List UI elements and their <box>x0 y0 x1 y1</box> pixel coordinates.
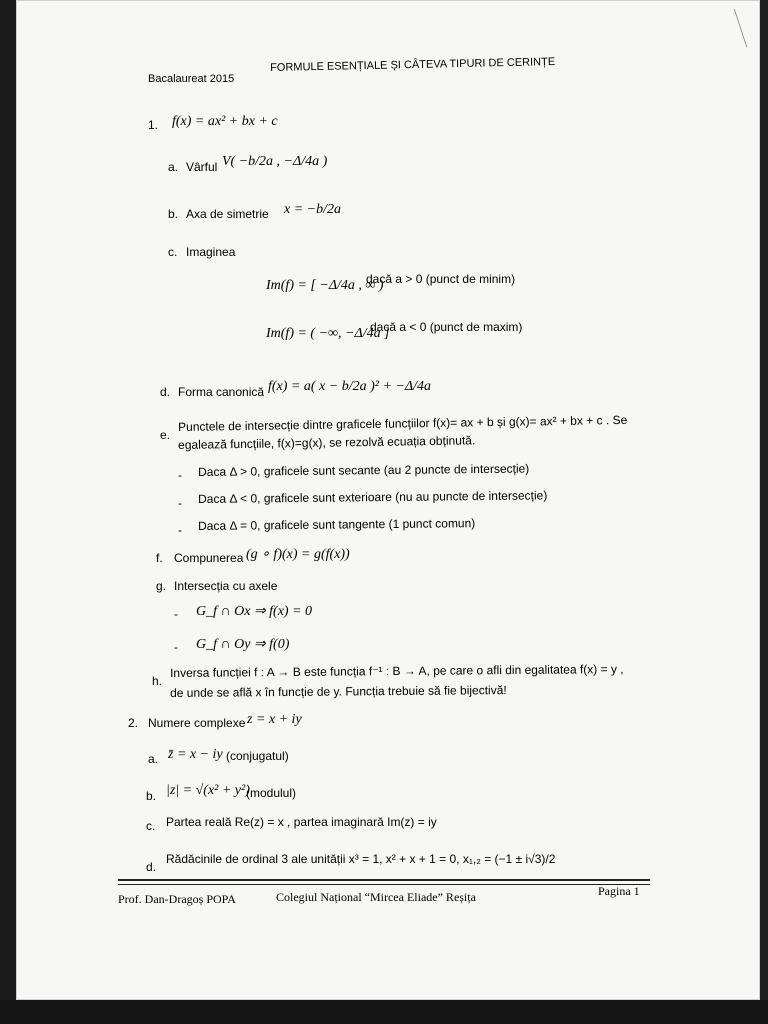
item-d-formula: f(x) = a( x − b/2a )² + −Δ/4a <box>268 379 431 394</box>
item-c-image-max: Im(f) = ( −∞, −Δ/4a ] <box>266 326 390 341</box>
scan-border-right <box>760 0 768 1024</box>
item-e-letter: e. <box>160 428 171 442</box>
item-2d-letter: d. <box>146 860 157 874</box>
item-a-letter: a. <box>168 160 179 174</box>
footer-rule-thin <box>118 884 650 885</box>
item-e-tangent: Daca Δ = 0, graficele sunt tangente (1 punct comun) <box>198 516 476 533</box>
bullet-dash: - <box>178 496 182 510</box>
item-h-line1: Inversa funcției f : A → B este funcția f⁻¹ : B → A, pe care o afli din egalitatea f(x) = y , <box>170 662 624 680</box>
item-h-line2: de unde se află x în funcție de y. Funcția trebuie să fie bijectivă! <box>170 683 507 700</box>
item-f-letter: f. <box>156 551 163 565</box>
item-2c-letter: c. <box>146 819 156 833</box>
item-a-formula: V( −b/2a , −Δ/4a ) <box>222 154 328 169</box>
item-2-number: 2. <box>128 716 139 730</box>
item-f-formula: (g ∘ f)(x) = g(f(x)) <box>246 547 350 562</box>
item-1-formula: f(x) = ax² + bx + c <box>172 114 278 129</box>
item-1-number: 1. <box>148 118 159 132</box>
item-g-letter: g. <box>156 579 167 593</box>
item-2b-letter: b. <box>146 789 157 803</box>
scan-border-bottom <box>0 1000 768 1024</box>
item-2a-note: (conjugatul) <box>226 749 289 763</box>
item-b-formula: x = −b/2a <box>284 202 341 217</box>
item-d-letter: d. <box>160 385 171 399</box>
bullet-dash: - <box>174 640 178 654</box>
bullet-dash: - <box>178 523 182 537</box>
header-left: Bacalaureat 2015 <box>148 73 235 85</box>
footer-school: Colegiul Național “Mircea Eliade” Reșița <box>276 890 476 904</box>
item-c-image-min: Im(f) = [ −Δ/4a , ∞ ) <box>266 278 384 293</box>
item-2d-text: Rădăcinile de ordinal 3 ale unității x³ = 1, x² + x + 1 = 0, x₁,₂ = (−1 ± i√3)/2 <box>166 852 556 866</box>
item-g-label: Intersecția cu axele <box>174 579 278 593</box>
item-2-label: Numere complexe <box>148 716 246 730</box>
bullet-dash: - <box>174 607 178 621</box>
item-2a-formula: z̄ = x − iy <box>168 747 223 762</box>
item-2-formula: z = x + iy <box>247 712 302 727</box>
item-e-line1: Punctele de intersecție dintre graficele funcțiilor f(x)= ax + b și g(x)= ax² + bx + c . Se <box>178 412 628 434</box>
item-g-ox: G_f ∩ Ox ⇒ f(x) = 0 <box>196 604 313 619</box>
item-c-note-min: dacă a > 0 (punct de minim) <box>366 272 516 286</box>
item-b-label: Axa de simetrie <box>186 207 269 221</box>
item-h-letter: h. <box>152 674 163 688</box>
item-c-note-max: dacă a < 0 (punct de maxim) <box>370 320 523 334</box>
item-e-exterior: Daca Δ < 0, graficele sunt exterioare (nu au puncte de intersecție) <box>198 488 548 506</box>
item-f-label: Compunerea <box>174 551 244 565</box>
item-c-label: Imaginea <box>186 245 236 259</box>
item-e-secant: Daca Δ > 0, graficele sunt secante (au 2 puncte de intersecție) <box>198 461 530 479</box>
item-2a-letter: a. <box>148 752 159 766</box>
header-title: FORMULE ESENȚIALE ȘI CÂTEVA TIPURI DE CERINȚE <box>270 56 556 74</box>
item-2c-text: Partea reală Re(z) = x , partea imaginară Im(z) = iy <box>166 815 437 829</box>
footer-rule-thick <box>118 879 650 881</box>
item-c-letter: c. <box>168 245 178 259</box>
scan-mark <box>734 9 747 47</box>
item-e-line2: egalează funcțiile, f(x)=g(x), se rezolvă ecuația obținută. <box>178 433 476 452</box>
item-g-oy: G_f ∩ Oy ⇒ f(0) <box>196 637 290 652</box>
item-2b-note: (modulul) <box>246 786 297 800</box>
item-a-label: Vârful <box>186 160 218 174</box>
item-2b-formula: |z| = √(x² + y²) <box>166 783 250 798</box>
item-d-label: Forma canonică <box>178 385 265 399</box>
footer-page-number: Pagina 1 <box>598 884 640 898</box>
footer-author: Prof. Dan-Dragoș POPA <box>118 892 236 906</box>
bullet-dash: - <box>178 468 182 482</box>
item-b-letter: b. <box>168 207 179 221</box>
